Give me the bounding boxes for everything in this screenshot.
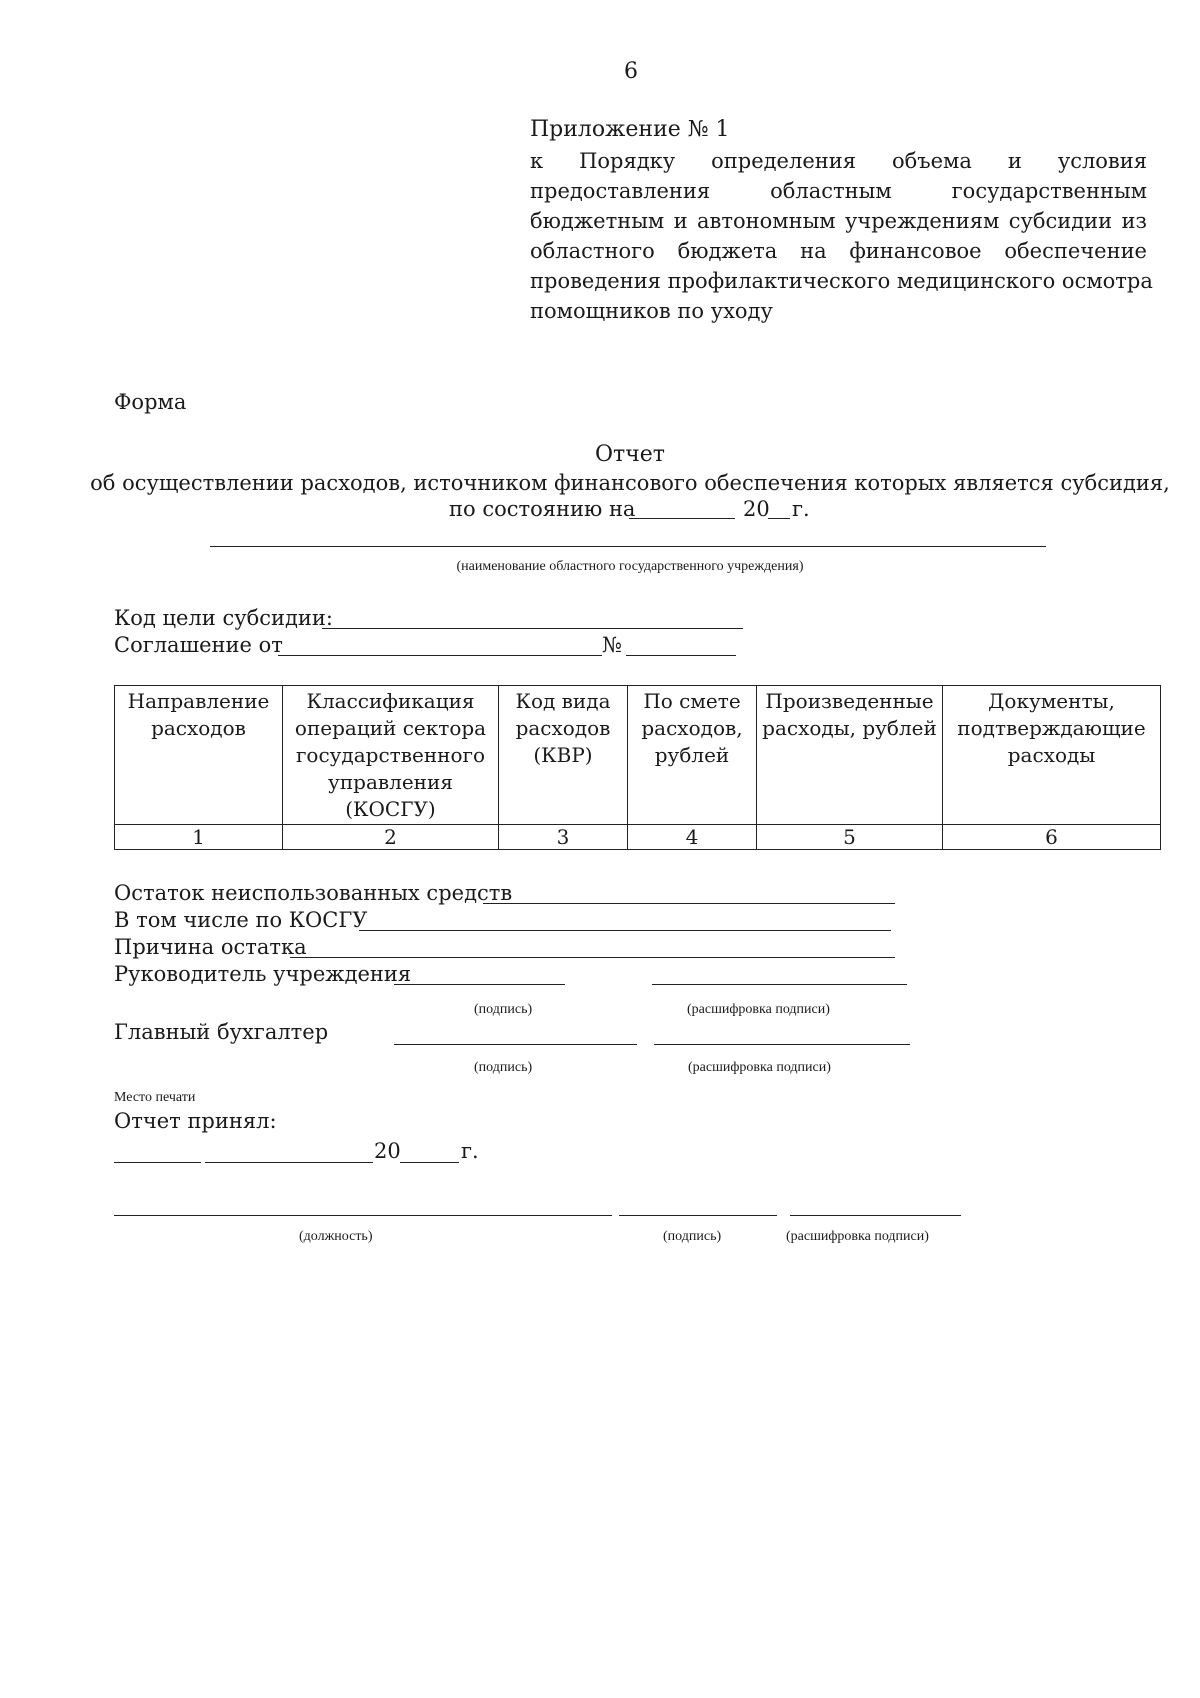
report-subtitle: об осуществлении расходов, источником финансового обеспечения которых является субсидия,	[90, 471, 1170, 495]
accepted-label: Отчет принял:	[114, 1109, 277, 1133]
accepted-month-blank[interactable]	[205, 1162, 373, 1163]
kosgu-blank[interactable]	[359, 930, 891, 931]
accountant-decode-blank[interactable]	[654, 1044, 910, 1045]
chief-accountant-label: Главный бухгалтер	[114, 1020, 329, 1044]
kosgu-label: В том числе по КОСГУ	[114, 908, 368, 932]
signature-caption: (подпись)	[663, 1229, 722, 1244]
appendix-line: бюджетным и автономным учреждениям субсидии из	[530, 209, 1147, 233]
remaining-label: Остаток неиспользованных средств	[114, 881, 513, 905]
col-number: 3	[499, 825, 628, 850]
page-number: 6	[624, 59, 638, 84]
head-label: Руководитель учреждения	[114, 962, 412, 986]
accepted-year-suffix: г.	[461, 1139, 479, 1163]
col-header-spent: Произведенные расходы, рублей	[757, 686, 943, 825]
table-header-row	[115, 686, 1161, 825]
decode-caption: (расшифровка подписи)	[687, 1002, 830, 1017]
year-prefix: 20	[743, 497, 770, 521]
institution-blank[interactable]	[210, 546, 1046, 547]
accepted-year-prefix: 20	[374, 1139, 401, 1163]
appendix-line: проведения профилактического медицинского осмотра	[530, 269, 1153, 293]
date-blank[interactable]	[629, 518, 735, 519]
year-blank[interactable]	[768, 518, 790, 519]
goal-code-label: Код цели субсидии:	[114, 606, 333, 630]
appendix-line: областного бюджета на финансовое обеспечение	[530, 239, 1147, 263]
col-number: 6	[943, 825, 1161, 850]
position-blank[interactable]	[114, 1215, 612, 1216]
col-number: 5	[757, 825, 943, 850]
agreement-number-label: №	[602, 633, 622, 657]
accepted-year-blank[interactable]	[400, 1162, 459, 1163]
institution-caption: (наименование областного государственного учреждения)	[456, 559, 804, 574]
accepted-day-blank[interactable]	[114, 1162, 201, 1163]
col-header-kosgu: Классификация операций сектора государственного управления (КОСГУ)	[283, 686, 499, 825]
agreement-label: Соглашение от	[114, 633, 283, 657]
agreement-number-blank[interactable]	[626, 655, 736, 656]
reason-label: Причина остатка	[114, 935, 307, 959]
col-header-direction: Направление расходов	[115, 686, 283, 825]
col-header-documents: Документы, подтверждающие расходы	[943, 686, 1161, 825]
appendix-line: помощников по уходу	[530, 299, 773, 323]
reason-blank[interactable]	[290, 957, 895, 958]
stamp-place: Место печати	[114, 1090, 196, 1105]
col-header-estimate: По смете расходов, рублей	[628, 686, 757, 825]
col-header-kvr: Код вида расходов (КВР)	[499, 686, 628, 825]
accepted-decode-blank[interactable]	[790, 1215, 961, 1216]
table-number-row	[115, 825, 1161, 850]
appendix-line: к Порядку определения объема и условия	[530, 149, 1147, 173]
head-signature-blank[interactable]	[394, 984, 565, 985]
appendix-title: Приложение № 1	[530, 117, 730, 142]
col-number: 2	[283, 825, 499, 850]
accountant-signature-blank[interactable]	[394, 1044, 637, 1045]
position-caption: (должность)	[299, 1229, 373, 1244]
col-number: 4	[628, 825, 757, 850]
signature-caption: (подпись)	[474, 1002, 533, 1017]
decode-caption: (расшифровка подписи)	[688, 1060, 831, 1075]
year-suffix: г.	[792, 497, 810, 521]
accepted-signature-blank[interactable]	[619, 1215, 777, 1216]
remaining-blank[interactable]	[483, 903, 895, 904]
report-title: Отчет	[595, 442, 665, 467]
goal-code-blank[interactable]	[322, 628, 743, 629]
expenses-table	[114, 685, 1161, 850]
col-number: 1	[115, 825, 283, 850]
as-of-label: по состоянию на	[449, 497, 636, 521]
agreement-date-blank[interactable]	[278, 655, 602, 656]
decode-caption: (расшифровка подписи)	[786, 1229, 929, 1244]
signature-caption: (подпись)	[474, 1060, 533, 1075]
appendix-line: предоставления областным государственным	[530, 179, 1147, 203]
head-decode-blank[interactable]	[652, 984, 907, 985]
form-label: Форма	[114, 390, 187, 414]
